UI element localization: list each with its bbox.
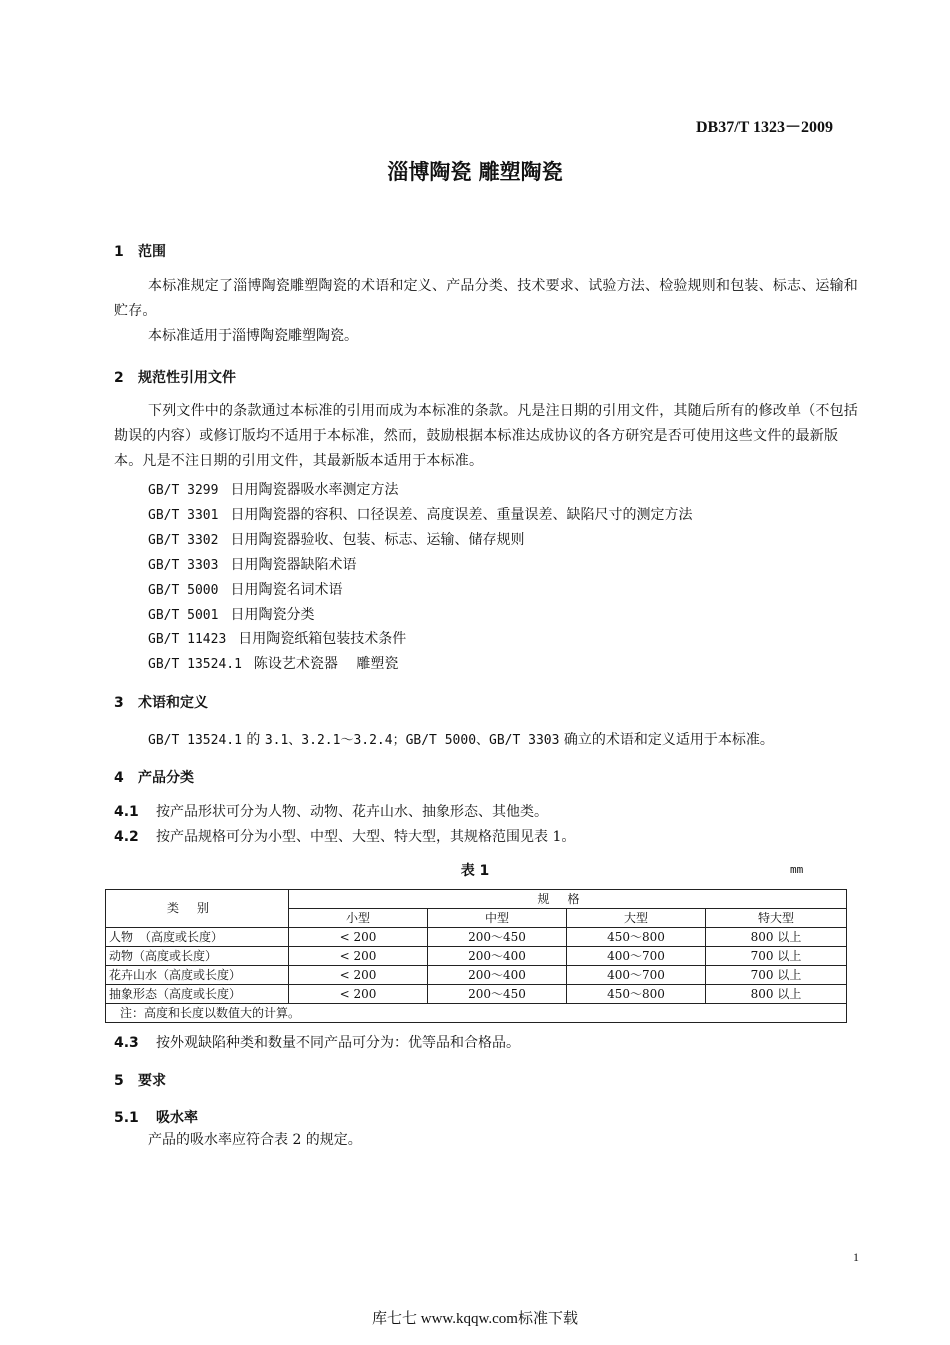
reference-item — [148, 628, 406, 648]
text-fragment: 确立的术语和定义适用于本标准。 — [563, 732, 774, 748]
clause-number: 4.1 — [114, 804, 139, 820]
cell-value: 400～700 — [567, 947, 706, 966]
cell-value: < 200 — [289, 928, 428, 947]
section-title: 范围 — [138, 244, 166, 260]
reference-code: GB/T 3303 — [148, 558, 219, 573]
section-number: 4 — [114, 770, 124, 786]
reference-code: GB/T 11423 — [148, 632, 227, 647]
footer-watermark: 库七七 www.kqqw.com标准下载 — [372, 1311, 578, 1327]
table-row — [106, 966, 847, 985]
clause-references: 3.1、3.2.1～3.2.4；GB/T 5000、GB/T 3303 — [264, 733, 560, 748]
table-unit: mm — [790, 863, 804, 876]
row-category: 人物 （高度或长度） — [106, 928, 289, 947]
reference-item — [148, 479, 398, 499]
standard-code: DB37/T 1323－2009 — [696, 119, 834, 136]
section-1-paragraph-1: 本标准规定了淄博陶瓷雕塑陶瓷的术语和定义、产品分类、技术要求、试验方法、检验规则和包装、标志、运输和贮存。 — [114, 278, 858, 319]
clause-5-1-text: 产品的吸水率应符合表 2 的规定。 — [148, 1132, 362, 1148]
section-4-heading — [114, 767, 194, 787]
header-category: 类别 — [106, 890, 289, 928]
cell-value: < 200 — [289, 985, 428, 1004]
clause-text: 按产品形状可分为人物、动物、花卉山水、抽象形态、其他类。 — [156, 804, 548, 820]
table-header-row — [106, 890, 847, 909]
header-size: 小型 — [289, 909, 428, 928]
cell-value: 450～800 — [567, 928, 706, 947]
clause-title: 吸水率 — [156, 1110, 198, 1126]
cell-value: < 200 — [289, 947, 428, 966]
table-note: 注：高度和长度以数值大的计算。 — [106, 1004, 847, 1023]
clause-5-1-heading — [114, 1107, 198, 1127]
section-2-heading — [114, 367, 236, 387]
section-title: 术语和定义 — [138, 695, 208, 711]
section-number: 2 — [114, 370, 124, 386]
section-5-heading — [114, 1070, 166, 1090]
cell-value: < 200 — [289, 966, 428, 985]
cell-value: 200～400 — [428, 947, 567, 966]
spec-table — [105, 889, 847, 1023]
reference-item — [148, 653, 398, 673]
reference-name: 日用陶瓷纸箱包装技术条件 — [238, 631, 407, 647]
section-3-paragraph — [148, 728, 774, 753]
reference-name: 日用陶瓷名词术语 — [230, 582, 343, 598]
text-fragment: 的 — [246, 732, 261, 748]
section-title: 产品分类 — [138, 770, 194, 786]
cell-value: 800 以上 — [706, 928, 847, 947]
section-number: 3 — [114, 695, 124, 711]
clause-text: 按外观缺陷种类和数量不同产品可分为：优等品和合格品。 — [156, 1035, 520, 1051]
table-caption: 表 1 — [460, 863, 490, 879]
reference-name: 陈设艺术瓷器 雕塑瓷 — [253, 656, 399, 672]
reference-name: 日用陶瓷器的容积、口径误差、高度误差、重量误差、缺陷尺寸的测定方法 — [230, 507, 693, 523]
section-number: 5 — [114, 1073, 124, 1089]
reference-name: 日用陶瓷器缺陷术语 — [230, 557, 357, 573]
header-size: 大型 — [567, 909, 706, 928]
reference-item — [148, 579, 342, 599]
section-3-heading — [114, 692, 208, 712]
header-size: 中型 — [428, 909, 567, 928]
section-1-heading — [114, 241, 166, 261]
table-note-row — [106, 1004, 847, 1023]
cell-value: 800 以上 — [706, 985, 847, 1004]
reference-code: GB/T 3299 — [148, 483, 219, 498]
section-title: 要求 — [138, 1073, 166, 1089]
clause-4-1 — [114, 801, 548, 821]
reference-name: 日用陶瓷器验收、包装、标志、运输、储存规则 — [230, 532, 525, 548]
header-size: 特大型 — [706, 909, 847, 928]
cell-value: 450～800 — [567, 985, 706, 1004]
cell-value: 700 以上 — [706, 966, 847, 985]
page-number: 1 — [853, 1250, 859, 1264]
cell-value: 200～450 — [428, 985, 567, 1004]
table-row — [106, 947, 847, 966]
reference-item — [148, 554, 356, 574]
document-title: 淄博陶瓷 雕塑陶瓷 — [387, 160, 563, 184]
reference-name: 日用陶瓷器吸水率测定方法 — [230, 482, 399, 498]
clause-4-3 — [114, 1032, 520, 1052]
row-category: 动物（高度或长度） — [106, 947, 289, 966]
table-row — [106, 928, 847, 947]
section-title: 规范性引用文件 — [138, 370, 236, 386]
clause-text: 按产品规格可分为小型、中型、大型、特大型，其规格范围见表 1。 — [156, 829, 576, 845]
cell-value: 400～700 — [567, 966, 706, 985]
reference-code: GB/T 13524.1 — [148, 733, 242, 748]
cell-value: 200～400 — [428, 966, 567, 985]
reference-name: 日用陶瓷分类 — [230, 607, 315, 623]
row-category: 抽象形态（高度或长度） — [106, 985, 289, 1004]
clause-number: 4.3 — [114, 1035, 139, 1051]
cell-value: 700 以上 — [706, 947, 847, 966]
reference-code: GB/T 5001 — [148, 608, 219, 623]
section-2-paragraph: 下列文件中的条款通过本标准的引用而成为本标准的条款。凡是注日期的引用文件，其随后所有的修改单（不包括勘误的内容）或修订版均不适用于本标准，然而，鼓励根据本标准达成协议的各方研究是否可使用这些文件的最新版本。凡是不注日期的引用文件，其最新版本适用于本标准。 — [114, 403, 858, 469]
section-number: 1 — [114, 244, 124, 260]
reference-item — [148, 604, 314, 624]
reference-code: GB/T 3301 — [148, 508, 219, 523]
reference-item — [148, 529, 524, 549]
reference-code: GB/T 5000 — [148, 583, 219, 598]
row-category: 花卉山水（高度或长度） — [106, 966, 289, 985]
clause-4-2 — [114, 826, 575, 846]
reference-item — [148, 504, 692, 524]
header-spec: 规格 — [289, 890, 847, 909]
reference-code: GB/T 3302 — [148, 533, 219, 548]
table-row — [106, 985, 847, 1004]
clause-number: 4.2 — [114, 829, 139, 845]
cell-value: 200～450 — [428, 928, 567, 947]
clause-number: 5.1 — [114, 1110, 139, 1126]
reference-code: GB/T 13524.1 — [148, 657, 242, 672]
section-1-paragraph-2: 本标准适用于淄博陶瓷雕塑陶瓷。 — [148, 328, 358, 344]
